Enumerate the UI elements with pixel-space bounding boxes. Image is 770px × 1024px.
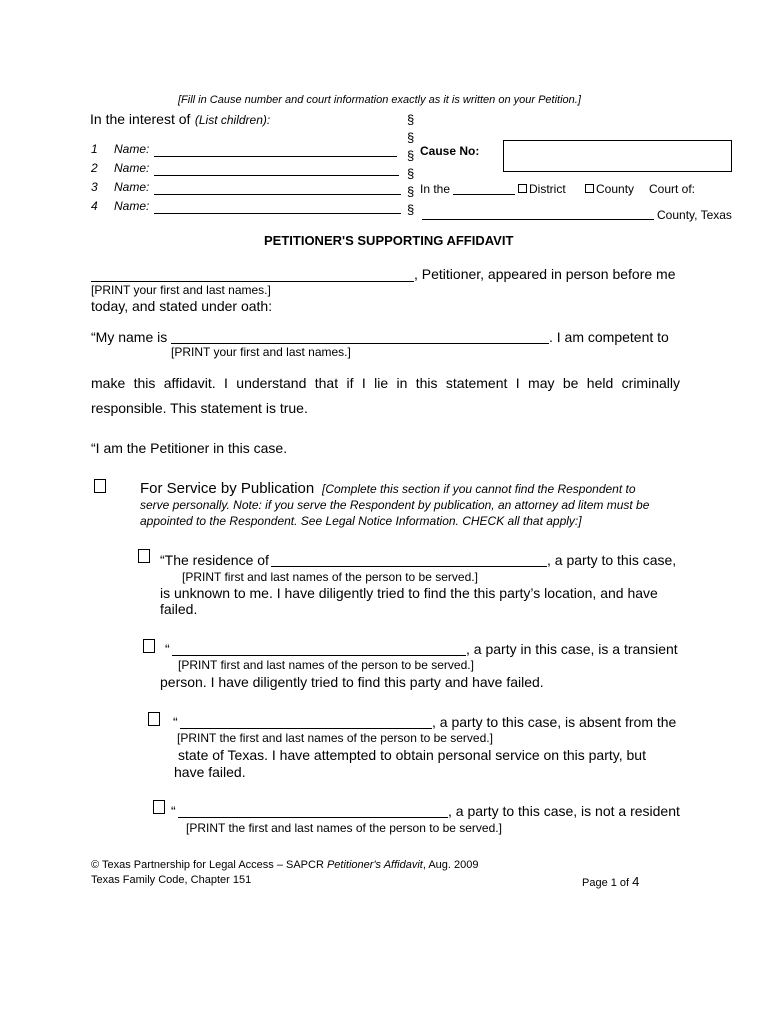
- footer-copyright: [91, 859, 479, 871]
- section-symbol: §: [407, 202, 415, 217]
- section-symbol: §: [407, 166, 415, 181]
- item-suffix: , a party to this case, is absent from the: [432, 714, 677, 730]
- item-prefix: “The residence of: [160, 552, 269, 568]
- page-title: PETITIONER'S SUPPORTING AFFIDAVIT: [264, 233, 514, 248]
- responsible-text: responsible. This statement is true.: [91, 400, 308, 416]
- my-name-field[interactable]: [171, 343, 549, 344]
- publication-checkbox[interactable]: [94, 479, 106, 493]
- print-names-note: [PRINT your first and last names.]: [91, 283, 271, 297]
- instruction-note: [Fill in Cause number and court information exactly as it is written on your Petition.]: [178, 94, 581, 106]
- not-resident-checkbox[interactable]: [153, 800, 165, 814]
- item-line-2: state of Texas. I have attempted to obtain personal service on this party, but: [178, 747, 646, 763]
- print-note: [PRINT the first and last names of the person to be served.]: [177, 731, 493, 745]
- party-name-field[interactable]: [180, 728, 432, 729]
- court-of-label: Court of:: [649, 182, 696, 196]
- county-checkbox[interactable]: [585, 184, 594, 193]
- child-number-3: 3: [91, 180, 98, 194]
- appeared-text: , Petitioner, appeared in person before me: [414, 266, 676, 282]
- county-label: County: [596, 182, 635, 196]
- item-line-2: person. I have diligently tried to find this party and have failed.: [160, 674, 544, 690]
- child-name-label-3: Name:: [114, 180, 150, 194]
- child-name-field-1[interactable]: [154, 156, 397, 157]
- child-name-label-1: Name:: [114, 142, 150, 156]
- item-suffix: , a party in this case, is a transient: [466, 641, 678, 657]
- publication-instruction-2: serve personally. Note: if you serve the Respondent by publication, an attorney ad litem must be: [140, 498, 650, 512]
- party-name-field[interactable]: [271, 566, 547, 567]
- list-children-label: (List children):: [194, 113, 271, 127]
- interest-label: In the interest of: [90, 111, 191, 127]
- publication-instruction-1: [Complete this section if you cannot find the Respondent to: [322, 482, 636, 496]
- district-checkbox[interactable]: [518, 184, 527, 193]
- child-number-1: 1: [91, 142, 98, 156]
- page-label: Page 1 of: [582, 877, 633, 889]
- page-number: [582, 874, 639, 889]
- county-field[interactable]: [422, 219, 654, 220]
- footer-code: Texas Family Code, Chapter 151: [91, 874, 252, 886]
- print-note: [PRINT the first and last names of the person to be served.]: [186, 821, 502, 835]
- child-number-2: 2: [91, 161, 98, 175]
- footer-date: , Aug. 2009: [422, 859, 479, 871]
- my-name-is-text: “My name is: [91, 329, 168, 345]
- district-label: District: [529, 182, 566, 196]
- copyright-text: © Texas Partnership for Legal Access – SAPCR: [91, 859, 327, 871]
- transient-checkbox[interactable]: [143, 639, 155, 653]
- child-name-label-4: Name:: [114, 199, 150, 213]
- item-suffix: , a party to this case,: [547, 552, 677, 568]
- print-names-note: [PRINT your first and last names.]: [171, 345, 351, 359]
- section-symbol: §: [407, 184, 415, 199]
- cause-no-field[interactable]: [503, 140, 732, 172]
- print-note: [PRINT first and last names of the person to be served.]: [182, 570, 478, 584]
- residence-unknown-checkbox[interactable]: [138, 549, 150, 563]
- child-name-label-2: Name:: [114, 161, 150, 175]
- item-suffix: , a party to this case, is not a resident: [448, 803, 680, 819]
- child-name-field-3[interactable]: [154, 194, 401, 195]
- cause-no-label: Cause No:: [420, 144, 480, 158]
- competent-text: . I am competent to: [549, 329, 669, 345]
- child-number-4: 4: [91, 199, 98, 213]
- affidavit-text: make this affidavit. I understand that if I lie in this statement I may be held criminally: [91, 375, 680, 391]
- item-line-2: is unknown to me. I have diligently tried to find the this party’s location, and have: [160, 585, 658, 601]
- interest-line: [90, 111, 270, 129]
- print-note: [PRINT first and last names of the person to be served.]: [178, 658, 474, 672]
- party-name-field[interactable]: [178, 817, 448, 818]
- today-text: today, and stated under oath:: [91, 298, 273, 314]
- page-total: 4: [632, 874, 640, 889]
- petitioner-statement: “I am the Petitioner in this case.: [91, 440, 288, 456]
- section-symbol: §: [407, 112, 415, 127]
- item-line-3: have failed.: [174, 764, 246, 780]
- section-symbol: §: [407, 148, 415, 163]
- item-prefix: “: [165, 641, 170, 657]
- item-prefix: “: [171, 803, 176, 819]
- child-name-field-4[interactable]: [154, 213, 401, 214]
- in-the-label: In the: [420, 182, 451, 196]
- publication-instruction-3: appointed to the Respondent. See Legal Notice Information. CHECK all that apply:]: [140, 514, 582, 528]
- publication-heading: For Service by Publication: [140, 480, 315, 497]
- court-number-field[interactable]: [453, 194, 515, 195]
- section-symbol: §: [407, 130, 415, 145]
- item-prefix: “: [173, 714, 178, 730]
- absent-checkbox[interactable]: [148, 712, 160, 726]
- party-name-field[interactable]: [172, 655, 466, 656]
- footer-doc-title: Petitioner's Affidavit: [326, 859, 423, 871]
- child-name-field-2[interactable]: [154, 175, 399, 176]
- county-texas-label: County, Texas: [657, 208, 732, 222]
- petitioner-name-field[interactable]: [91, 281, 414, 282]
- item-line-3: failed.: [160, 601, 198, 617]
